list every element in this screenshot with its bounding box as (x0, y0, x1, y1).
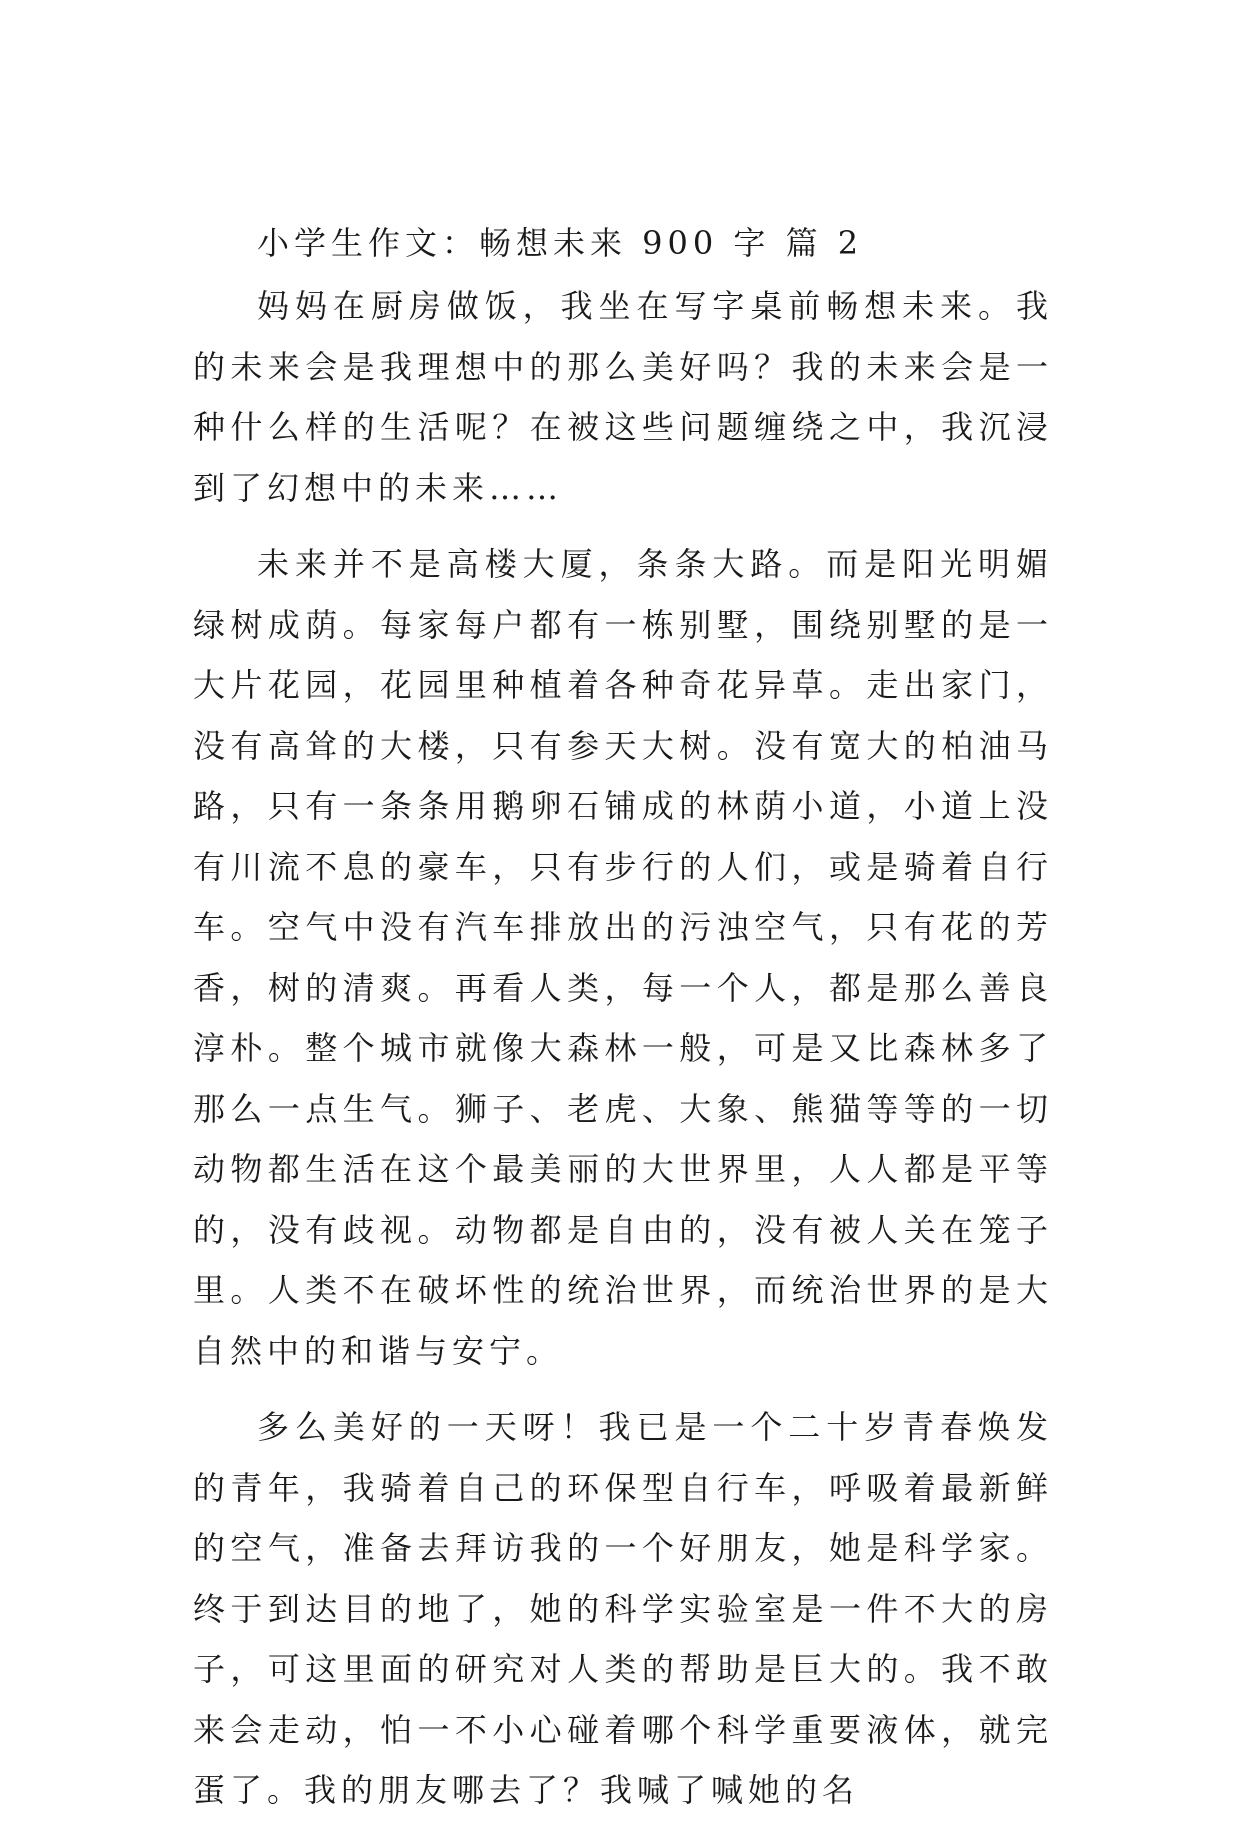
essay-body (193, 210, 1053, 1821)
essay-heading: 小学生作文：畅想未来 900 字 篇 2 (257, 224, 864, 262)
essay-paragraph-3: 多么美好的一天呀！我已是一个二十岁青春焕发的青年，我骑着自己的环保型自行车，呼吸着最新鲜的空气，准备去拜访我的一个好朋友，她是科学家。终于到达目的地了，她的科学实验室是一件不大的房子，可这里面的研究对人类的帮助是巨大的。我不敢来会走动，怕一不小心碰着哪个科学重要液体，就完蛋了。我的朋友哪去了？我喊了喊她的名 (193, 1408, 1053, 1809)
essay-paragraph-2: 未来并不是高楼大厦，条条大路。而是阳光明媚绿树成荫。每家每户都有一栋别墅，围绕别墅的是一大片花园，花园里种植着各种奇花异草。走出家门，没有高耸的大楼，只有参天大树。没有宽大的柏油马路，只有一条条用鹅卵石铺成的林荫小道，小道上没有川流不息的豪车，只有步行的人们，或是骑着自行车。空气中没有汽车排放出的污浊空气，只有花的芳香，树的清爽。再看人类，每一个人，都是那么善良淳朴。整个城市就像大森林一般，可是又比森林多了那么一点生气。狮子、老虎、大象、熊猫等等的一切动物都生活在这个最美丽的大世界里，人人都是平等的，没有歧视。动物都是自由的，没有被人关在笼子里。人类不在破坏性的统治世界，而统治世界的是大自然中的和谐与安宁。 (193, 545, 1053, 1370)
essay-paragraph-1: 妈妈在厨房做饭，我坐在写字桌前畅想未来。我的未来会是我理想中的那么美好吗？我的未来会是一种什么样的生活呢？在被这些问题缠绕之中，我沉浸到了幻想中的未来…… (193, 287, 1053, 507)
